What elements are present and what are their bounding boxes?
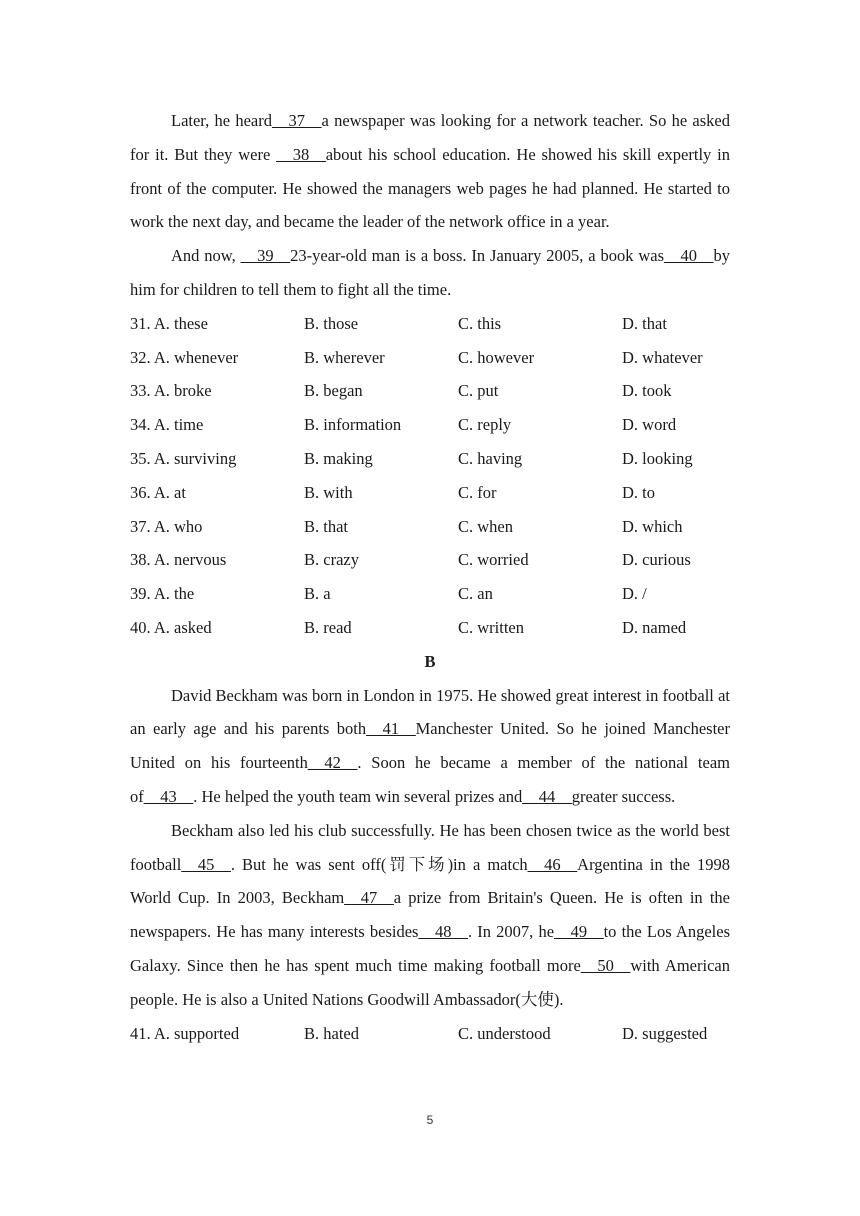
option-b: B. crazy [304,550,359,570]
option-d: D. word [622,415,677,435]
option-c: C. having [458,448,523,468]
text-run: Later, he heard [171,111,272,130]
option-a: 35. A. surviving [130,448,237,468]
answer-blank: __38__ [276,144,326,164]
question-list-31-40 [130,307,730,645]
option-c: C. for [458,482,497,502]
option-c: C. when [458,516,513,536]
text-run: . In 2007, he [467,922,555,942]
text-run: David Beckham was born in London in 1975. He showed great interest in football at an early age and his parents both [130,685,730,739]
question-row [130,307,730,341]
option-d: D. named [622,617,687,637]
text-run: to the Los Angeles Galaxy. Since then he has spent much time making football more [130,922,730,975]
option-b: B. with [304,482,353,502]
answer-blank: __40__ [664,246,714,266]
option-c: C. reply [458,415,512,435]
option-b: B. a [304,584,331,604]
option-d: D. / [622,584,647,604]
option-c: C. an [458,584,493,604]
text-run: greater success. [571,786,676,806]
question-row [130,1017,730,1051]
option-d: D. which [622,516,683,536]
option-d: D. that [622,313,667,333]
answer-blank: __45__ [181,854,231,874]
question-list-41 [130,1017,730,1051]
option-b: B. hated [304,1023,359,1043]
text-run: And now, [171,246,241,266]
option-b: B. read [304,617,352,637]
text-run: Beckham also led his club successfully. He has been chosen twice as the world best football [130,820,730,874]
question-row [130,611,730,645]
question-row [130,476,730,510]
section-heading-b: B [424,651,436,671]
option-d: D. to [622,482,655,502]
passage-b-paragraph-2 [130,814,730,1017]
question-row [130,577,730,611]
option-b: B. began [304,381,363,401]
option-d: D. suggested [622,1023,708,1043]
option-b: B. wherever [304,347,385,367]
answer-blank: __43__ [143,786,194,806]
text-run: by him for children to tell them to fight all the time. [130,246,730,299]
option-d: D. curious [622,550,691,570]
option-c: C. understood [458,1023,551,1043]
text-run: a newspaper was looking for a network teacher. So he asked for it. But they were [130,111,731,164]
option-a: 36. A. at [130,482,186,502]
option-a: 38. A. nervous [130,550,227,570]
answer-blank: __48__ [418,922,468,942]
page-content [130,104,730,1050]
question-row [130,408,730,442]
option-d: D. took [622,381,672,401]
answer-blank: __44__ [522,786,572,806]
question-row [130,510,730,544]
option-b: B. making [304,448,373,468]
answer-blank: __46__ [527,854,578,874]
option-c: C. written [458,617,524,637]
question-row [130,543,730,577]
passage-b-paragraph-1 [130,679,730,814]
text-run: Manchester United. So he joined Manchester United on his fourteenth [130,719,730,773]
text-run: . Soon he became a member of the national team of [130,753,731,806]
option-a: 37. A. who [130,516,203,536]
option-b: B. information [304,415,402,435]
question-row [130,442,730,476]
option-a: 40. A. asked [130,617,212,637]
text-run: 23-year-old man is a boss. In January 2005, a book was [290,246,664,266]
option-a: 33. A. broke [130,381,212,401]
option-a: 41. A. supported [130,1023,240,1043]
option-b: B. those [304,313,359,333]
option-a: 39. A. the [130,584,195,604]
answer-blank: __37__ [272,111,322,130]
text-run: about his school education. He showed his skill expertly in front of the computer. He showed the managers web pages he had planned. He started to work the next day, and became the leader of the network office in a year. [130,144,730,232]
answer-blank: __49__ [554,922,604,942]
answer-blank: __39__ [240,246,291,266]
passage-a-paragraph-2 [130,239,730,307]
option-d: D. looking [622,448,693,468]
option-c: C. put [458,381,499,401]
text-run: . He helped the youth team win several prizes and [193,786,523,806]
option-c: C. however [458,347,535,367]
option-a: 32. A. whenever [130,347,239,367]
answer-blank: __42__ [307,753,358,773]
option-a: 34. A. time [130,415,204,435]
option-d: D. whatever [622,347,703,367]
text-run: Argentina in the 1998 World Cup. In 2003, Beckham [130,854,731,908]
text-run: a prize from Britain's Queen. He is often in the newspapers. He has many interests besides [130,888,730,942]
answer-blank: __47__ [344,888,394,908]
text-run: . But he was sent off(罚下场)in a match [230,854,528,874]
text-run: with American people. He is also a United Nations Goodwill Ambassador(大使). [130,955,730,1009]
option-b: B. that [304,516,348,536]
question-row [130,374,730,408]
option-c: C. this [458,313,502,333]
passage-a-paragraph-1 [130,104,730,239]
answer-blank: __50__ [580,955,631,975]
question-row [130,341,730,375]
page-number: 5 [426,1113,434,1127]
option-c: C. worried [458,550,529,570]
option-a: 31. A. these [130,313,208,333]
answer-blank: __41__ [366,719,416,739]
